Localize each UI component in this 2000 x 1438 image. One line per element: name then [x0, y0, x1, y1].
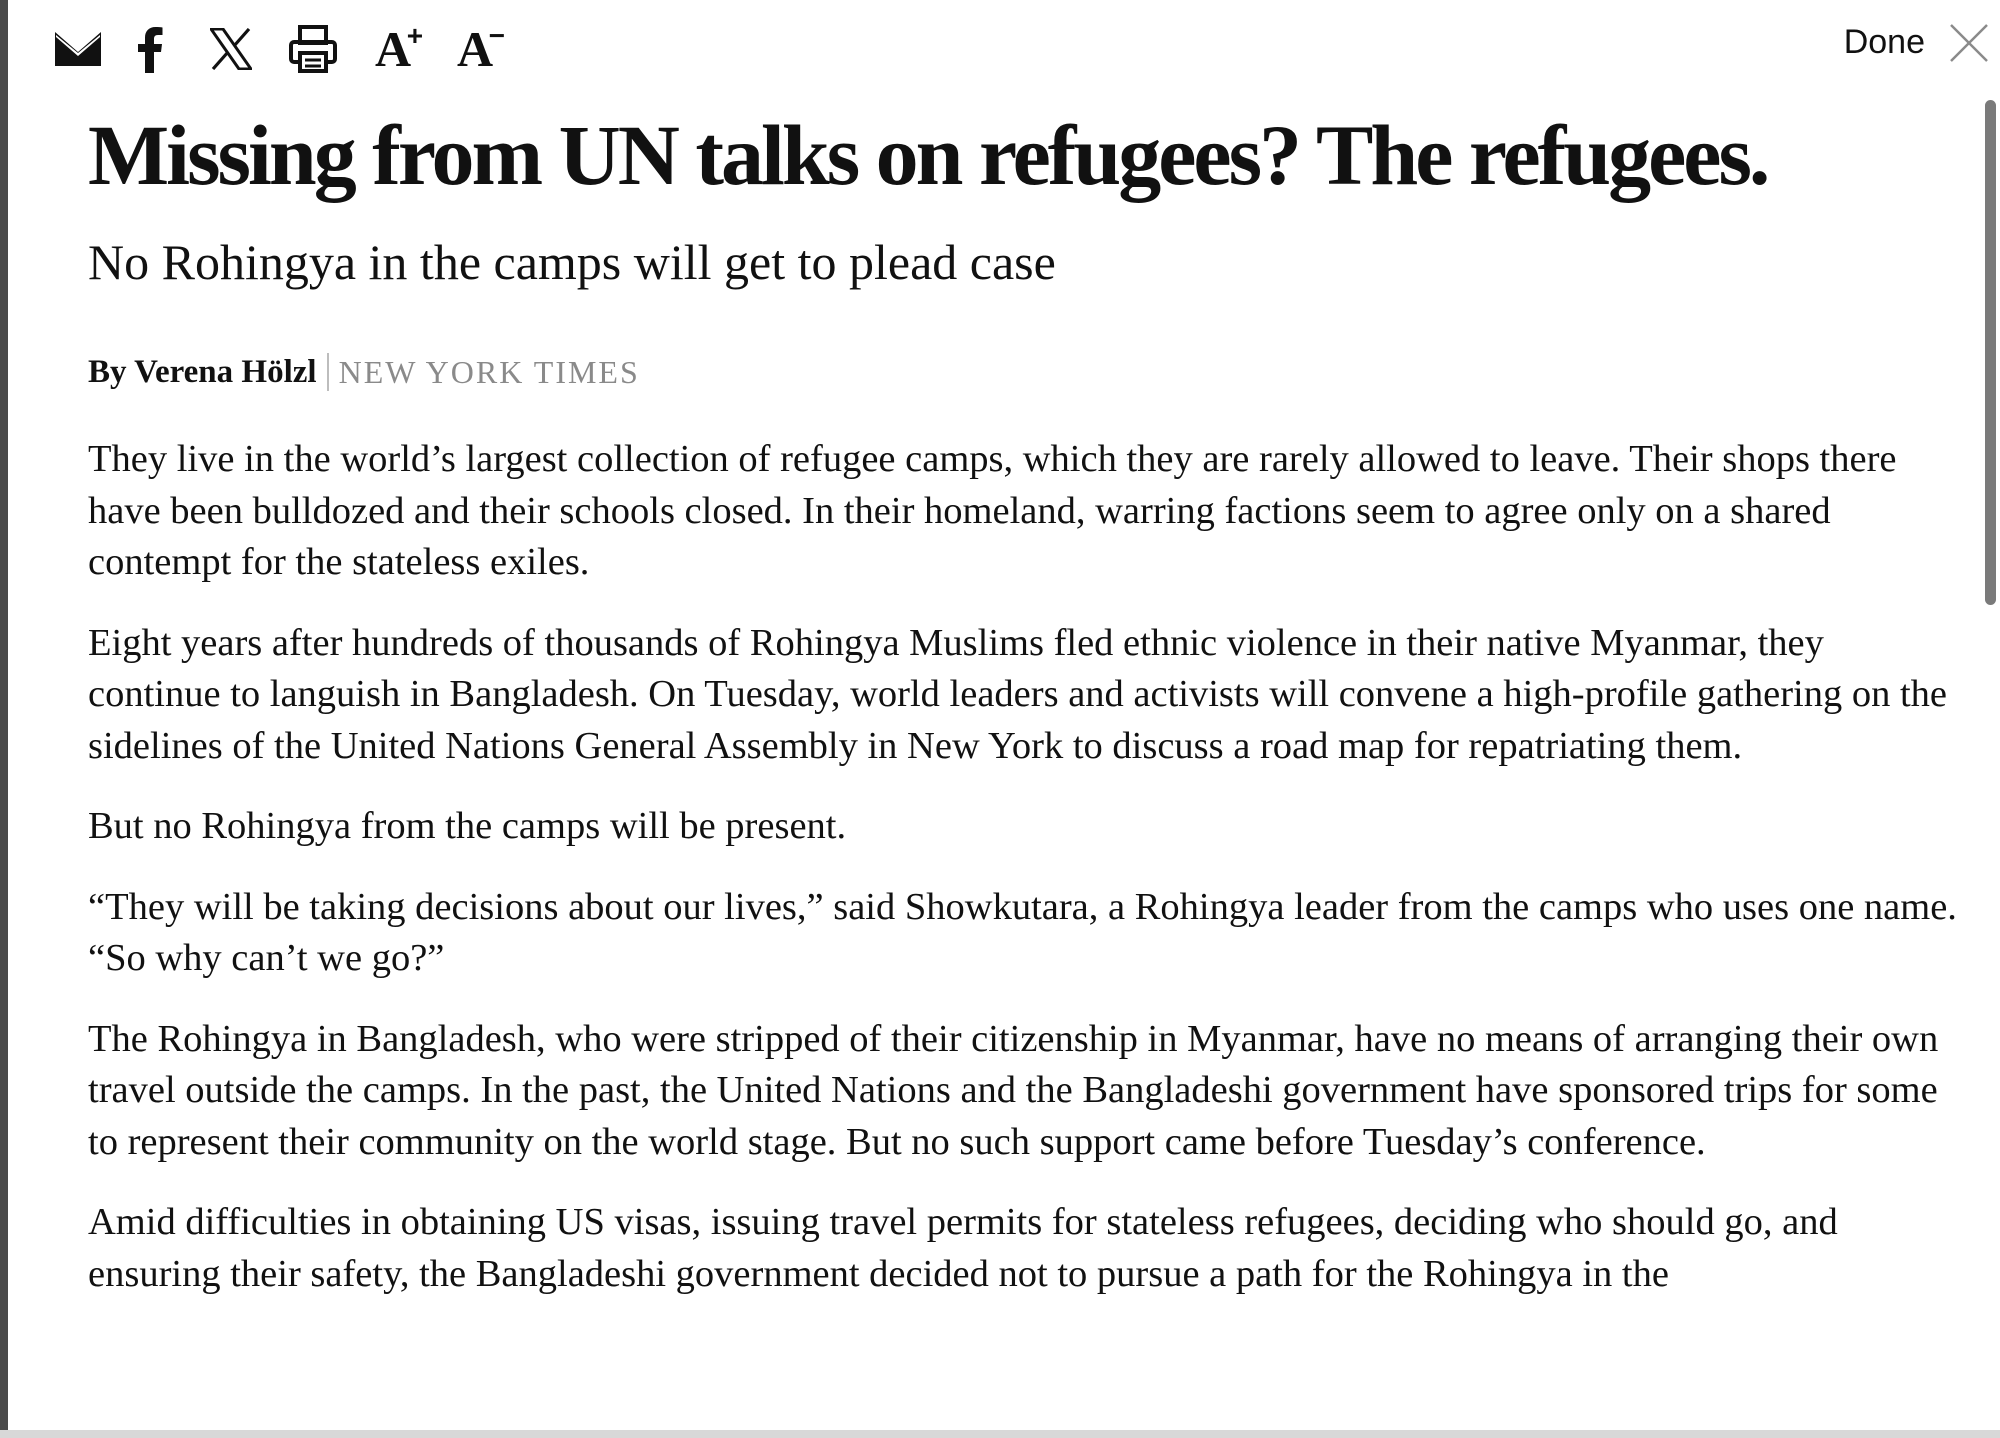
toolbar [52, 18, 506, 80]
article-headline: Missing from UN talks on refugees? The refugees. [88, 107, 1768, 203]
email-button[interactable] [52, 18, 104, 80]
article-paragraph: Eight years after hundreds of thousands of Rohingya Muslims fled ethnic violence in their native Myanmar, they continue to languish in Bangladesh. On Tuesday, world leaders and activists will convene a high-profile gathering on the sidelines of the United Nations General Assembly in New York to discuss a road map for repatriating them. [88, 621, 1948, 767]
article-body [88, 434, 1958, 1300]
byline-divider [327, 353, 329, 391]
article-paragraph: They live in the world’s largest collection of refugee camps, which they are rarely allowed to leave. Their shops there have been bulldozed and their schools closed. In their homeland, warring factions seem to agree only on a shared contempt for the stateless exiles. [88, 438, 1897, 583]
done-button[interactable]: Done [1843, 23, 1925, 61]
print-icon [289, 25, 337, 73]
article-paragraph: But no Rohingya from the camps will be present. [88, 805, 847, 847]
increase-font-icon: A + [374, 20, 424, 77]
article-paragraph: The Rohingya in Bangladesh, who were stripped of their citizenship in Myanmar, have no means of arranging their own travel outside the camps. In the past, the United Nations and the Bangladeshi government have sponsored trips for some to represent their community on the world stage. But no such support came before Tuesday’s conference. [88, 1017, 1939, 1163]
window-bottom-edge [0, 1430, 2000, 1438]
scrollbar-thumb[interactable] [1985, 100, 1996, 605]
close-button[interactable] [1948, 22, 1990, 64]
decrease-font-button[interactable] [450, 18, 506, 80]
byline [88, 352, 1958, 392]
x-icon [210, 28, 252, 70]
close-icon [1948, 22, 1990, 64]
facebook-icon [137, 25, 163, 73]
email-icon [55, 32, 101, 66]
window-left-edge [0, 0, 8, 1438]
decrease-font-icon: A − [456, 20, 506, 77]
article [88, 100, 1958, 1329]
source-name: NEW YORK TIMES [338, 354, 640, 390]
author-name: By Verena Hölzl [88, 354, 317, 390]
x-share-button[interactable] [208, 18, 254, 80]
article-paragraph: Amid difficulties in obtaining US visas, issuing travel permits for stateless refugees, deciding who should go, and ensuring their safety, the Bangladeshi government decided not to pursue a path for the Rohingya in the [88, 1201, 1838, 1295]
facebook-button[interactable] [130, 18, 170, 80]
article-paragraph: “They will be taking decisions about our lives,” said Showkutara, a Rohingya leader from the camps who uses one name. “So why can’t we go?” [88, 885, 1957, 979]
article-subheadline: No Rohingya in the camps will get to plead case [88, 234, 1056, 290]
print-button[interactable] [288, 18, 338, 80]
increase-font-button[interactable] [368, 18, 424, 80]
